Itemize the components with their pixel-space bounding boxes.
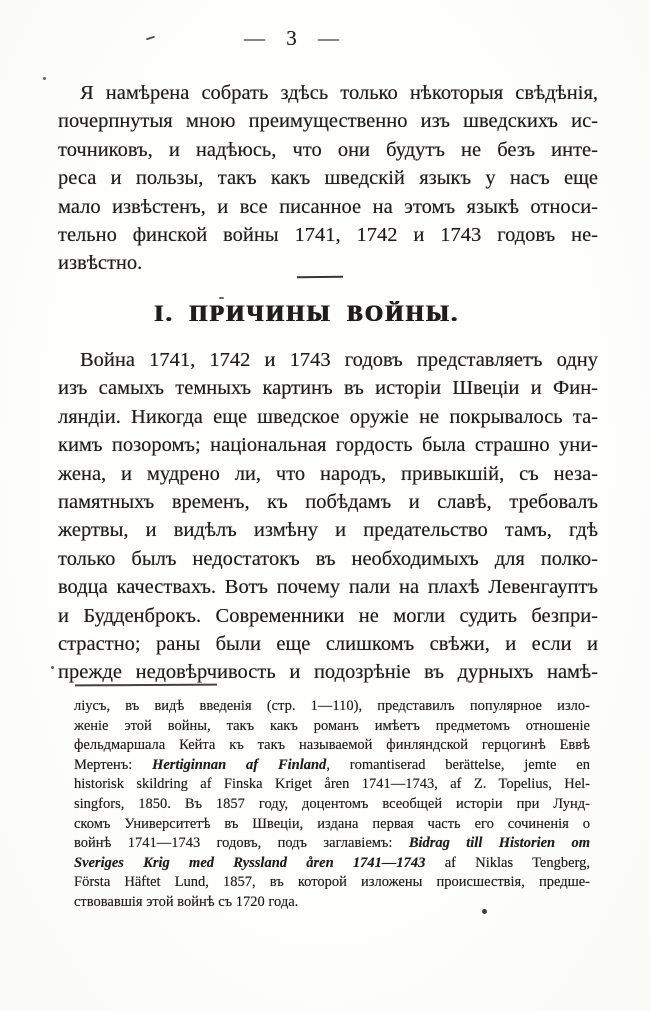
footnote-text: af Niklas Tengberg, (425, 854, 590, 871)
footnote-text: фельдмаршала Кейта къ такъ называемой финляндской герцогинѣ Еввѣ (74, 737, 590, 754)
footnote-line (74, 834, 590, 854)
text-line: Я намѣрена собрать здѣсь только нѣкоторыя свѣдѣнія, (80, 82, 598, 104)
text-line: памятныхъ временъ, къ побѣдамъ и славѣ, требовалъ (58, 491, 598, 514)
italic-book-title: Sveriges Krig med Ryssland åren 1741—1743 (74, 854, 426, 871)
scan-speck (51, 666, 54, 669)
italic-book-title: Bidrag till Historien om (408, 835, 590, 852)
footnote-text: singfors, 1850. Въ 1857 году, доцентомъ всеобщей исторіи при Лунд- (74, 795, 590, 812)
text-line: Война 1741, 1742 и 1743 годовъ представляетъ одну (80, 349, 598, 371)
scan-speck (219, 297, 224, 299)
footnote-text: ствовавшія этой войнѣ съ 1720 года. (74, 893, 299, 910)
text-line: мало извѣстенъ, и все писанное на этомъ языкѣ относи- (58, 195, 598, 218)
text-line: жена, и мудрено ли, что народъ, привыкшій, съ неза- (58, 462, 598, 485)
footnote-line (74, 854, 590, 874)
footnote-text: Första Häftet Lund, 1857, въ которой изложены происшествія, предше- (74, 874, 590, 891)
text-line: только былъ недостатокъ въ необходимыхъ для полко- (58, 547, 598, 570)
text-line: изъ самыхъ темныхъ картинъ въ исторіи Швеціи и Фин- (58, 377, 598, 400)
text-line: водца качествахъ. Вотъ почему пали на плахѣ Левенгауптъ (58, 576, 598, 599)
text-line: извѣстно. (58, 252, 143, 275)
footnote-text: ліусъ, въ видѣ введенія (стр. 1—110), представилъ популярное изло- (74, 698, 590, 714)
text-line: почерпнутыя мною преимущественно изъ шведскихъ ис- (58, 110, 598, 133)
body-paragraph (58, 346, 598, 687)
footnote-text: скомъ Университетѣ въ Швеціи, издана первая часть его сочиненія о (74, 815, 590, 832)
footnote-line (74, 717, 590, 737)
footnote-text: , romantiserad berättelse, jemte en (326, 756, 590, 773)
text-line: точниковъ, и надѣюсь, что они будутъ не безъ инте- (58, 138, 598, 161)
footnote-line (74, 795, 590, 815)
text-line: прежде недовѣрчивость и подозрѣніе въ дурныхъ намѣ- (58, 661, 598, 684)
footnote-line (74, 756, 590, 776)
footnote (74, 697, 590, 913)
text-line: и Будденброкъ. Современники не могли судить безпри- (58, 604, 598, 627)
footnote-line (74, 736, 590, 756)
footnote-line (74, 893, 590, 913)
footnote-text: войнѣ 1741—1743 годовъ, подъ заглавіемъ: (74, 835, 409, 852)
text-line: тельно финской войны 1741, 1742 и 1743 годовъ не- (58, 224, 598, 247)
footnote-text: женіе этой войны, такъ какъ романъ имѣетъ предметомъ отношеніе (74, 717, 590, 734)
text-line: ляндіи. Никогда еще шведское оружіе не покрывалось та- (58, 405, 598, 428)
text-line: реса и пользы, такъ какъ шведскій языкъ у насъ еще (58, 167, 598, 190)
footnote-text: historisk skildring af Finska Kriget åren 1741—1743, af Z. Topelius, Hel- (74, 776, 590, 793)
italic-book-title: Hertiginnan af Finland (152, 756, 327, 773)
footnote-line (74, 815, 590, 835)
footnote-line (74, 775, 590, 795)
intro-paragraph (58, 79, 598, 278)
footnote-line (74, 697, 590, 717)
text-line: страстно; раны были еще слишкомъ свѣжи, и если и (58, 633, 598, 656)
scan-speck (43, 77, 46, 80)
footnote-line (74, 873, 590, 893)
page-number: — 3 — (244, 26, 341, 50)
section-divider (297, 276, 343, 278)
section-heading: I. ПРИЧИНЫ ВОЙНЫ. (154, 301, 460, 326)
text-line: жертвы, и видѣлъ измѣну и предательство тамъ, гдѣ (58, 519, 598, 542)
footnote-text: Мертенъ: (74, 756, 153, 773)
text-line: кимъ позоромъ; національная гордость была страшно уни- (58, 434, 598, 457)
